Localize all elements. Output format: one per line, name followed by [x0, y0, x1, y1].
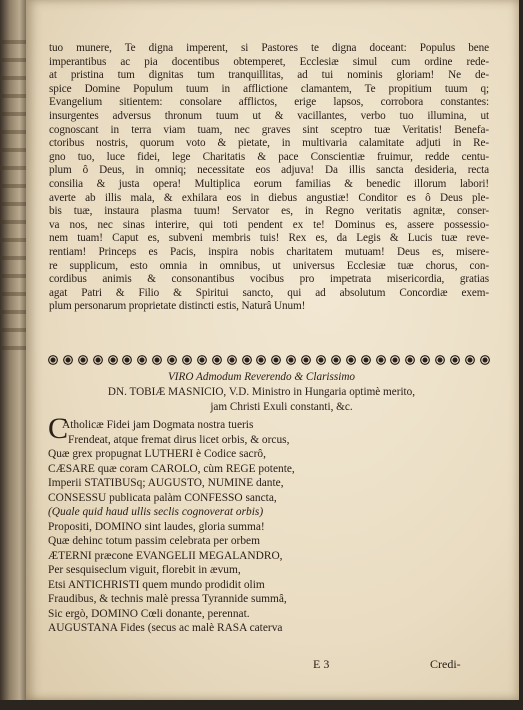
fleuron-icon	[479, 355, 491, 365]
fleuron-icon	[375, 355, 387, 365]
fleuron-icon	[211, 355, 223, 365]
poem-line: AUGUSTANA Fides (secus ac malè RASA caterva	[48, 622, 283, 634]
prayer-text-block	[49, 42, 489, 314]
poem-line: ÆTERNI præcone EVANGELII MEGALANDRO,	[48, 549, 283, 562]
text-line: at pristina tum dignitas tum tranquillitas, ad tui nominis gloriam! Ne de-	[49, 69, 489, 82]
fleuron-icon	[360, 355, 372, 365]
fleuron-icon	[389, 355, 401, 365]
poem-line: Fraudibus, & technis malè pressa Tyrannide summâ,	[48, 593, 287, 605]
fleuron-icon	[226, 355, 238, 365]
fleuron-icon	[434, 355, 446, 365]
fleuron-icon	[151, 355, 163, 365]
fleuron-icon	[166, 355, 178, 365]
text-line: tuo munere, Te digna imperent, si Pastores te digna doceant: Populus bene	[49, 42, 489, 54]
poem-line: Per sesquiseclum viguit, florebit in ævum,	[48, 564, 241, 576]
signature-mark: E 3	[313, 657, 330, 671]
poem-line: Quæ grex propugnat LUTHERI è Codice sacrô,	[48, 448, 266, 460]
fleuron-icon	[62, 355, 74, 365]
poem-line: Propositi, DOMINO sint laudes, gloria summa!	[48, 520, 265, 533]
poem-line: Frendeat, atque fremat dirus licet orbis, & orcus,	[68, 433, 290, 446]
text-line: insurgentes adversus thronum tuum ut & vacillantes, verbo tuo illumina, ut	[49, 109, 489, 122]
poem-line: Etsi ANTICHRISTI quem mundo prodidit olim	[48, 578, 265, 591]
fleuron-icon	[285, 355, 297, 365]
catchword: Credi-	[430, 657, 461, 671]
fleuron-icon	[241, 355, 253, 365]
text-line: va nos, nec sinas interire, qui toti pendent ex te! Dominus es, assere possessio-	[49, 218, 489, 231]
dedication-line-2: DN. TOBIÆ MASNICIO, V.D. Ministro in Hungaria optimè merito,	[107, 386, 416, 398]
poem-line: Quæ dehinc totum passim celebrata per orbem	[48, 535, 260, 547]
text-line: gno tuo, luce fidei, lege Charitatis & pace Conscientiæ fruimur, redde centu-	[49, 150, 489, 163]
fleuron-icon	[345, 355, 357, 365]
fleuron-icon	[121, 355, 133, 365]
poem-line: Sic ergò, DOMINO Cœli donante, perennat.	[48, 607, 250, 620]
text-line: plum ô Deus, in omniq; necessitate eos adjuva! Da illis sancta desideria, recta	[49, 164, 489, 177]
text-line: consilia & justa opera! Multiplica eorum familias & benedic illorum labori!	[49, 177, 489, 190]
text-line: spice Domine Populum tuum in afflictione clamantem, Te propitium tuum q;	[49, 82, 489, 95]
fleuron-icon	[300, 355, 312, 365]
text-line: plum personarum proprietate distincti estis, Naturâ Unum!	[49, 300, 306, 313]
poem-line: (Quale quid haud ullis seclis cognoverat orbis)	[48, 506, 264, 518]
fleuron-icon	[181, 355, 193, 365]
poem-line: Imperii STATIBUSq; AUGUSTO, NUMINE dante,	[48, 477, 284, 489]
text-line: bis tuæ, instaura plasma tuum! Servator es, in Regno veritatis agnitæ, conser-	[49, 205, 489, 218]
fleuron-icon	[255, 355, 267, 365]
text-line: agat Patri & Filio & Spiritui sancto, qui ad absolutum Concordiæ exem-	[49, 286, 489, 299]
text-line: cognoscant in terra viam tuam, nec graves sint sceptro tuæ Veritatis! Benefa-	[49, 123, 489, 136]
dedication-line-3: jam Christi Exuli constanti, &c.	[210, 401, 353, 413]
dedication-line-1: VIRO Admodum Reverendo & Clarissimo	[167, 371, 356, 383]
fleuron-icon	[404, 355, 416, 365]
text-line: imperantibus ac pia docentibus obtemperet, Ecclesiæ simul cum ordine rede-	[49, 55, 489, 68]
previous-page-edge	[0, 0, 28, 710]
text-line: rentiam! Princeps es Pacis, inspira nobis charitatem mutuam! Deus es, misere-	[49, 245, 489, 258]
fleuron-icon	[196, 355, 208, 365]
text-line: ctoribus nostris, quorum voto & pietate, in multivaria calamitate adjuti in Re-	[49, 137, 489, 150]
fleuron-icon	[330, 355, 342, 365]
poem-line: CÆSARE quæ coram CAROLO, cùm REGE potente,	[48, 462, 295, 475]
poem-line: CONSESSU publicata palàm CONFESSO sancta,	[48, 491, 277, 504]
fleuron-icon	[136, 355, 148, 365]
fleuron-icon	[449, 355, 461, 365]
text-line: Evangelium sitientem: consolare afflictos, erige lapsos, corrobora constantes:	[49, 96, 489, 109]
fleuron-icon	[92, 355, 104, 365]
fleuron-icon	[315, 355, 327, 365]
fleuron-icon	[107, 355, 119, 365]
poem-line: Atholicæ Fidei jam Dogmata nostra tueris	[62, 419, 254, 431]
text-line: averte ab illis mala, & exhilara eos in diebus angustiæ! Conditor es ô Deus ple-	[49, 191, 489, 204]
poem	[48, 418, 295, 636]
background-strip	[0, 700, 523, 710]
fleuron-icon	[77, 355, 89, 365]
ornament-band	[47, 353, 491, 367]
drop-capital: C	[48, 412, 69, 445]
fleuron-icon	[464, 355, 476, 365]
fleuron-icon	[270, 355, 282, 365]
text-line: re supplicum, esto omnia in omnibus, ut universus Ecclesiæ tuæ chorus, con-	[49, 259, 489, 272]
fleuron-icon	[419, 355, 431, 365]
fleuron-icon	[47, 355, 59, 365]
text-line: nem tuam! Caput es, subveni membris tuis! Rex es, da Legis & Lucis tuæ reve-	[49, 232, 489, 245]
text-line: cordibus animis & consonantibus vocibus pro impetrata misericordia, gratias	[49, 273, 489, 286]
